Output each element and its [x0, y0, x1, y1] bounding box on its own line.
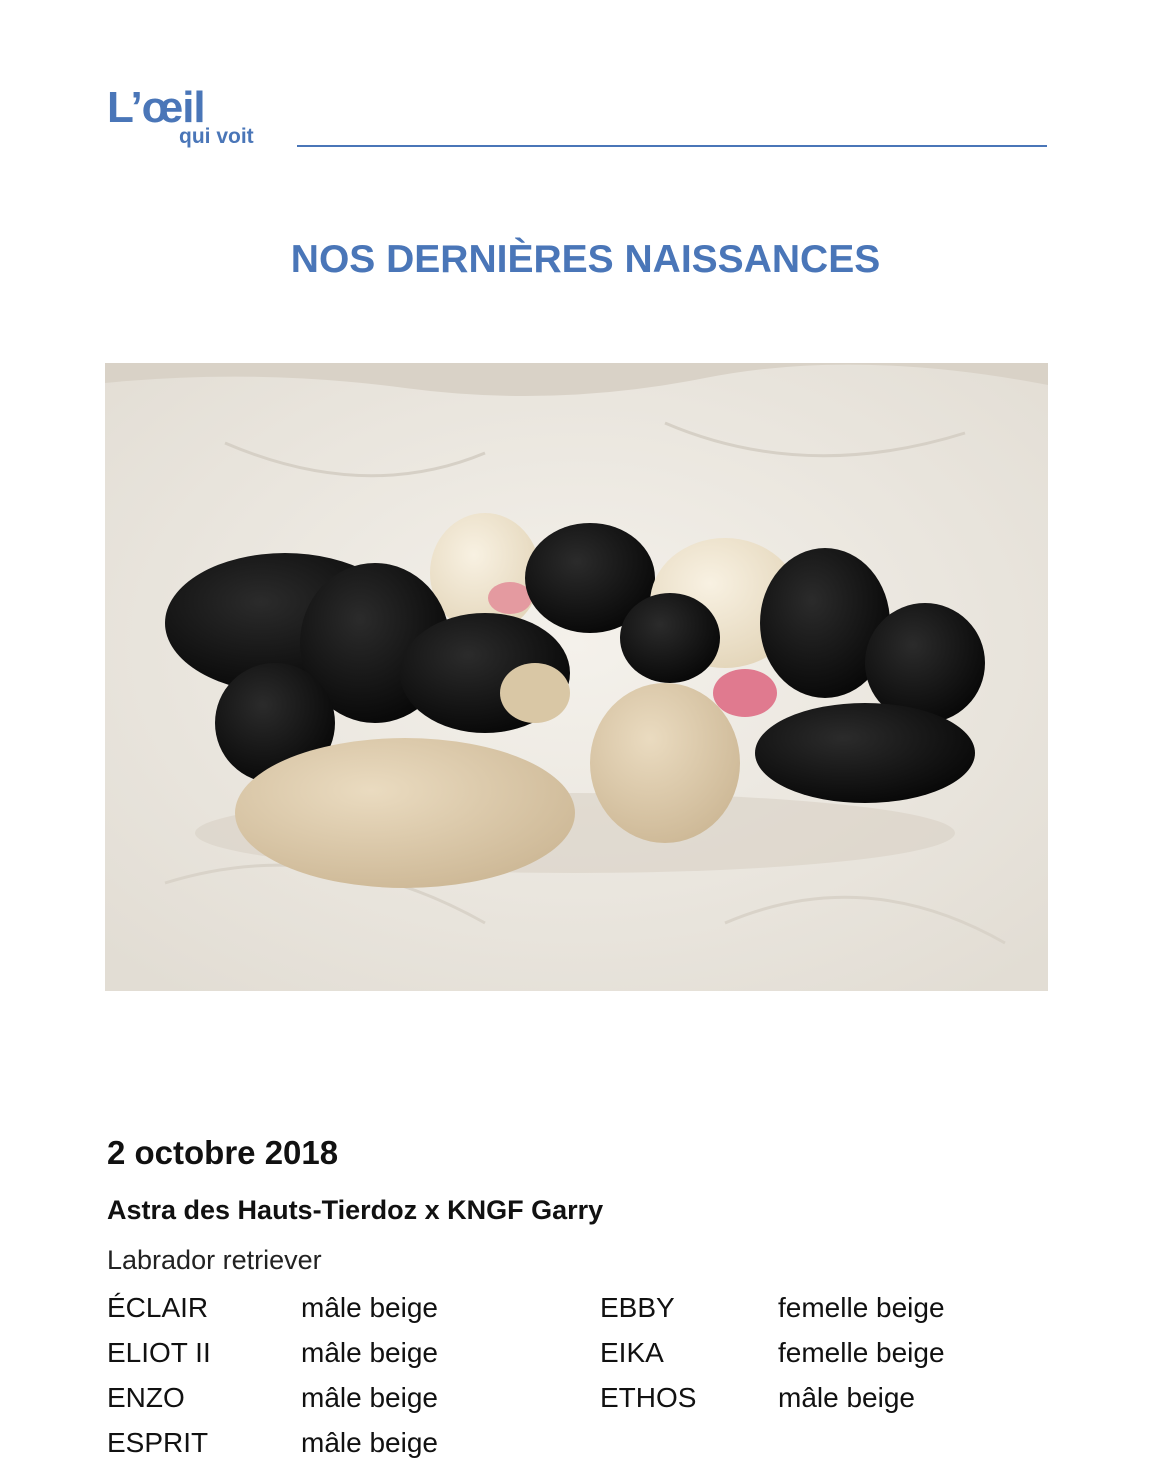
puppy-desc: mâle beige: [301, 1382, 438, 1413]
logo-sub-text: qui voit: [179, 125, 254, 148]
litter-parents: Astra des Hauts-Tierdoz x KNGF Garry: [107, 1195, 604, 1225]
litter-date: 2 octobre 2018: [107, 1134, 339, 1171]
page-title: NOS DERNIÈRES NAISSANCES: [290, 238, 881, 281]
litter-breed: Labrador retriever: [107, 1245, 322, 1275]
puppy-name: ELIOT II: [107, 1337, 211, 1368]
logo: [107, 83, 307, 156]
puppy-name: ENZO: [107, 1382, 185, 1413]
puppy-desc: femelle beige: [778, 1292, 945, 1323]
puppy-name: EIKA: [600, 1337, 664, 1368]
puppy-name: ETHOS: [600, 1382, 697, 1413]
puppy-name: ÉCLAIR: [107, 1292, 209, 1323]
puppy-desc: mâle beige: [778, 1382, 915, 1413]
puppy-desc: mâle beige: [301, 1292, 438, 1323]
puppy-desc: mâle beige: [301, 1337, 438, 1368]
puppy-desc: femelle beige: [778, 1337, 945, 1368]
puppy-desc: mâle beige: [301, 1427, 438, 1458]
puppies-photo: [105, 363, 1048, 991]
logo-main-text: L’œil: [107, 83, 205, 132]
puppy-name: EBBY: [600, 1292, 675, 1323]
puppies-illustration: [105, 363, 1048, 991]
header-rule: [297, 145, 1047, 147]
puppy-name: ESPRIT: [107, 1427, 209, 1458]
